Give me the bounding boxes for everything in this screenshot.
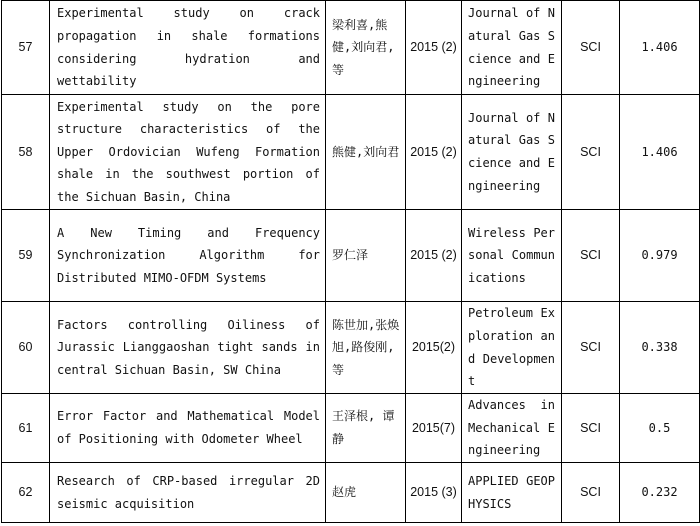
publication-year: 2015 (2) xyxy=(406,1,462,95)
row-number: 62 xyxy=(2,463,50,523)
paper-title: Experimental study on the pore structure characteristics of the Upper Ordovician Wufeng Formation shale in the southwest portion of the Sichuan Basin, China xyxy=(50,95,326,210)
paper-title: Experimental study on crack propagation in shale formations considering hydration and wettability xyxy=(50,1,326,95)
row-number: 59 xyxy=(2,210,50,302)
table-row xyxy=(2,302,700,394)
journal-name: Wireless Personal Communications xyxy=(462,210,562,302)
paper-title: Research of CRP-based irregular 2D seismic acquisition xyxy=(50,463,326,523)
impact-factor: 0.5 xyxy=(620,394,700,463)
table-row xyxy=(2,463,700,523)
index-type: SCI xyxy=(562,463,620,523)
publication-year: 2015 (2) xyxy=(406,210,462,302)
paper-title: A New Timing and Frequency Synchronization Algorithm for Distributed MIMO-OFDM Systems xyxy=(50,210,326,302)
impact-factor: 0.979 xyxy=(620,210,700,302)
row-number: 57 xyxy=(2,1,50,95)
journal-name: APPLIED GEOPHYSICS xyxy=(462,463,562,523)
table-row xyxy=(2,394,700,463)
paper-authors: 熊健,刘向君 xyxy=(326,95,406,210)
paper-title: Factors controlling Oiliness of Jurassic Lianggaoshan tight sands in central Sichuan Basin, SW China xyxy=(50,302,326,394)
impact-factor: 1.406 xyxy=(620,95,700,210)
row-number: 61 xyxy=(2,394,50,463)
row-number: 58 xyxy=(2,95,50,210)
index-type: SCI xyxy=(562,95,620,210)
paper-authors: 赵虎 xyxy=(326,463,406,523)
paper-authors: 梁利喜,熊健,刘向君,等 xyxy=(326,1,406,95)
paper-title: Error Factor and Mathematical Model of Positioning with Odometer Wheel xyxy=(50,394,326,463)
index-type: SCI xyxy=(562,210,620,302)
publication-year: 2015 (2) xyxy=(406,95,462,210)
publication-year: 2015(2) xyxy=(406,302,462,394)
paper-authors: 陈世加,张焕旭,路俊刚,等 xyxy=(326,302,406,394)
publication-year: 2015(7) xyxy=(406,394,462,463)
table-row xyxy=(2,95,700,210)
journal-name: Journal of Natural Gas Science and Engineering xyxy=(462,1,562,95)
journal-name: Advances in Mechanical Engineering xyxy=(462,394,562,463)
index-type: SCI xyxy=(562,302,620,394)
table-row xyxy=(2,210,700,302)
paper-authors: 王泽根, 谭静 xyxy=(326,394,406,463)
row-number: 60 xyxy=(2,302,50,394)
index-type: SCI xyxy=(562,1,620,95)
paper-authors: 罗仁泽 xyxy=(326,210,406,302)
table-row xyxy=(2,1,700,95)
impact-factor: 1.406 xyxy=(620,1,700,95)
journal-name: Journal of Natural Gas Science and Engineering xyxy=(462,95,562,210)
journal-name: Petroleum Exploration and Development xyxy=(462,302,562,394)
impact-factor: 0.338 xyxy=(620,302,700,394)
index-type: SCI xyxy=(562,394,620,463)
publication-year: 2015 (3) xyxy=(406,463,462,523)
impact-factor: 0.232 xyxy=(620,463,700,523)
publications-table xyxy=(1,0,700,523)
